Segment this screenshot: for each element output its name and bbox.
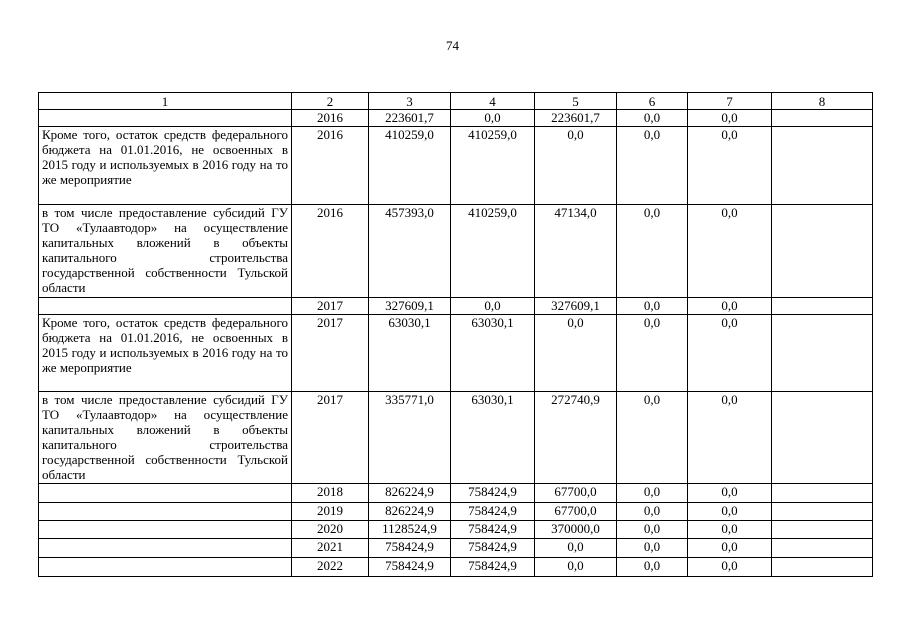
regional-budget-cell: 370000,0 — [535, 521, 617, 539]
header-cell: 7 — [688, 93, 772, 110]
note-cell — [772, 503, 873, 521]
year-cell: 2017 — [292, 298, 369, 315]
note-cell — [772, 110, 873, 127]
total-cell: 327609,1 — [369, 298, 451, 315]
description-cell — [39, 558, 292, 577]
note-cell — [772, 298, 873, 315]
year-cell: 2017 — [292, 315, 369, 392]
federal-budget-cell: 758424,9 — [451, 521, 535, 539]
extrabudgetary-cell: 0,0 — [688, 521, 772, 539]
table-row — [39, 558, 873, 577]
description-cell — [39, 539, 292, 558]
municipal-budget-cell: 0,0 — [617, 503, 688, 521]
note-cell — [772, 392, 873, 484]
table-row — [39, 484, 873, 503]
total-cell: 826224,9 — [369, 484, 451, 503]
note-cell — [772, 484, 873, 503]
note-cell — [772, 539, 873, 558]
description-cell: в том числе предоставление субсидий ГУ ТО «Тулаавтодор» на осуществление капитальных вложений в объекты капитального строительства государственной собственности Тульской области — [39, 205, 292, 298]
federal-budget-cell: 0,0 — [451, 298, 535, 315]
description-cell — [39, 521, 292, 539]
year-cell: 2016 — [292, 110, 369, 127]
extrabudgetary-cell: 0,0 — [688, 539, 772, 558]
municipal-budget-cell: 0,0 — [617, 298, 688, 315]
header-cell: 5 — [535, 93, 617, 110]
extrabudgetary-cell: 0,0 — [688, 392, 772, 484]
municipal-budget-cell: 0,0 — [617, 558, 688, 577]
regional-budget-cell: 327609,1 — [535, 298, 617, 315]
federal-budget-cell: 410259,0 — [451, 127, 535, 205]
federal-budget-cell: 758424,9 — [451, 539, 535, 558]
total-cell: 826224,9 — [369, 503, 451, 521]
note-cell — [772, 558, 873, 577]
header-cell: 4 — [451, 93, 535, 110]
description-cell — [39, 484, 292, 503]
regional-budget-cell: 272740,9 — [535, 392, 617, 484]
regional-budget-cell: 0,0 — [535, 315, 617, 392]
year-cell: 2018 — [292, 484, 369, 503]
extrabudgetary-cell: 0,0 — [688, 558, 772, 577]
regional-budget-cell: 67700,0 — [535, 484, 617, 503]
extrabudgetary-cell: 0,0 — [688, 110, 772, 127]
header-cell: 3 — [369, 93, 451, 110]
extrabudgetary-cell: 0,0 — [688, 484, 772, 503]
regional-budget-cell: 0,0 — [535, 558, 617, 577]
table-row — [39, 539, 873, 558]
page-number: 74 — [446, 38, 459, 53]
budget-table — [38, 92, 873, 577]
municipal-budget-cell: 0,0 — [617, 539, 688, 558]
year-cell: 2016 — [292, 127, 369, 205]
regional-budget-cell: 0,0 — [535, 127, 617, 205]
description-cell: в том числе предоставление субсидий ГУ ТО «Тулаавтодор» на осуществление капитальных вложений в объекты капитального строительства государственной собственности Тульской области — [39, 392, 292, 484]
municipal-budget-cell: 0,0 — [617, 484, 688, 503]
total-cell: 335771,0 — [369, 392, 451, 484]
federal-budget-cell: 758424,9 — [451, 484, 535, 503]
description-cell — [39, 298, 292, 315]
extrabudgetary-cell: 0,0 — [688, 503, 772, 521]
header-cell: 6 — [617, 93, 688, 110]
extrabudgetary-cell: 0,0 — [688, 315, 772, 392]
municipal-budget-cell: 0,0 — [617, 315, 688, 392]
note-cell — [772, 127, 873, 205]
total-cell: 410259,0 — [369, 127, 451, 205]
description-cell: Кроме того, остаток средств федерального бюджета на 01.01.2016, не освоенных в 2015 году и используемых в 2016 году на то же мероприятие — [39, 315, 292, 392]
municipal-budget-cell: 0,0 — [617, 521, 688, 539]
municipal-budget-cell: 0,0 — [617, 127, 688, 205]
municipal-budget-cell: 0,0 — [617, 392, 688, 484]
regional-budget-cell: 223601,7 — [535, 110, 617, 127]
total-cell: 758424,9 — [369, 558, 451, 577]
description-cell: Кроме того, остаток средств федерального бюджета на 01.01.2016, не освоенных в 2015 году и используемых в 2016 году на то же мероприятие — [39, 127, 292, 205]
year-cell: 2022 — [292, 558, 369, 577]
header-row — [39, 93, 873, 110]
year-cell: 2019 — [292, 503, 369, 521]
table-row — [39, 110, 873, 127]
year-cell: 2020 — [292, 521, 369, 539]
regional-budget-cell: 47134,0 — [535, 205, 617, 298]
federal-budget-cell: 0,0 — [451, 110, 535, 127]
table-row — [39, 315, 873, 392]
year-cell: 2016 — [292, 205, 369, 298]
total-cell: 457393,0 — [369, 205, 451, 298]
total-cell: 1128524,9 — [369, 521, 451, 539]
table-row — [39, 205, 873, 298]
note-cell — [772, 205, 873, 298]
table-row — [39, 298, 873, 315]
header-cell: 2 — [292, 93, 369, 110]
total-cell: 758424,9 — [369, 539, 451, 558]
year-cell: 2017 — [292, 392, 369, 484]
total-cell: 63030,1 — [369, 315, 451, 392]
federal-budget-cell: 63030,1 — [451, 392, 535, 484]
regional-budget-cell: 0,0 — [535, 539, 617, 558]
extrabudgetary-cell: 0,0 — [688, 298, 772, 315]
table-row — [39, 503, 873, 521]
description-cell — [39, 110, 292, 127]
federal-budget-cell: 410259,0 — [451, 205, 535, 298]
federal-budget-cell: 758424,9 — [451, 503, 535, 521]
header-cell: 1 — [39, 93, 292, 110]
municipal-budget-cell: 0,0 — [617, 205, 688, 298]
table-row — [39, 392, 873, 484]
table-row — [39, 127, 873, 205]
header-cell: 8 — [772, 93, 873, 110]
total-cell: 223601,7 — [369, 110, 451, 127]
municipal-budget-cell: 0,0 — [617, 110, 688, 127]
description-cell — [39, 503, 292, 521]
extrabudgetary-cell: 0,0 — [688, 205, 772, 298]
extrabudgetary-cell: 0,0 — [688, 127, 772, 205]
note-cell — [772, 315, 873, 392]
table-row — [39, 521, 873, 539]
federal-budget-cell: 63030,1 — [451, 315, 535, 392]
federal-budget-cell: 758424,9 — [451, 558, 535, 577]
year-cell: 2021 — [292, 539, 369, 558]
regional-budget-cell: 67700,0 — [535, 503, 617, 521]
note-cell — [772, 521, 873, 539]
